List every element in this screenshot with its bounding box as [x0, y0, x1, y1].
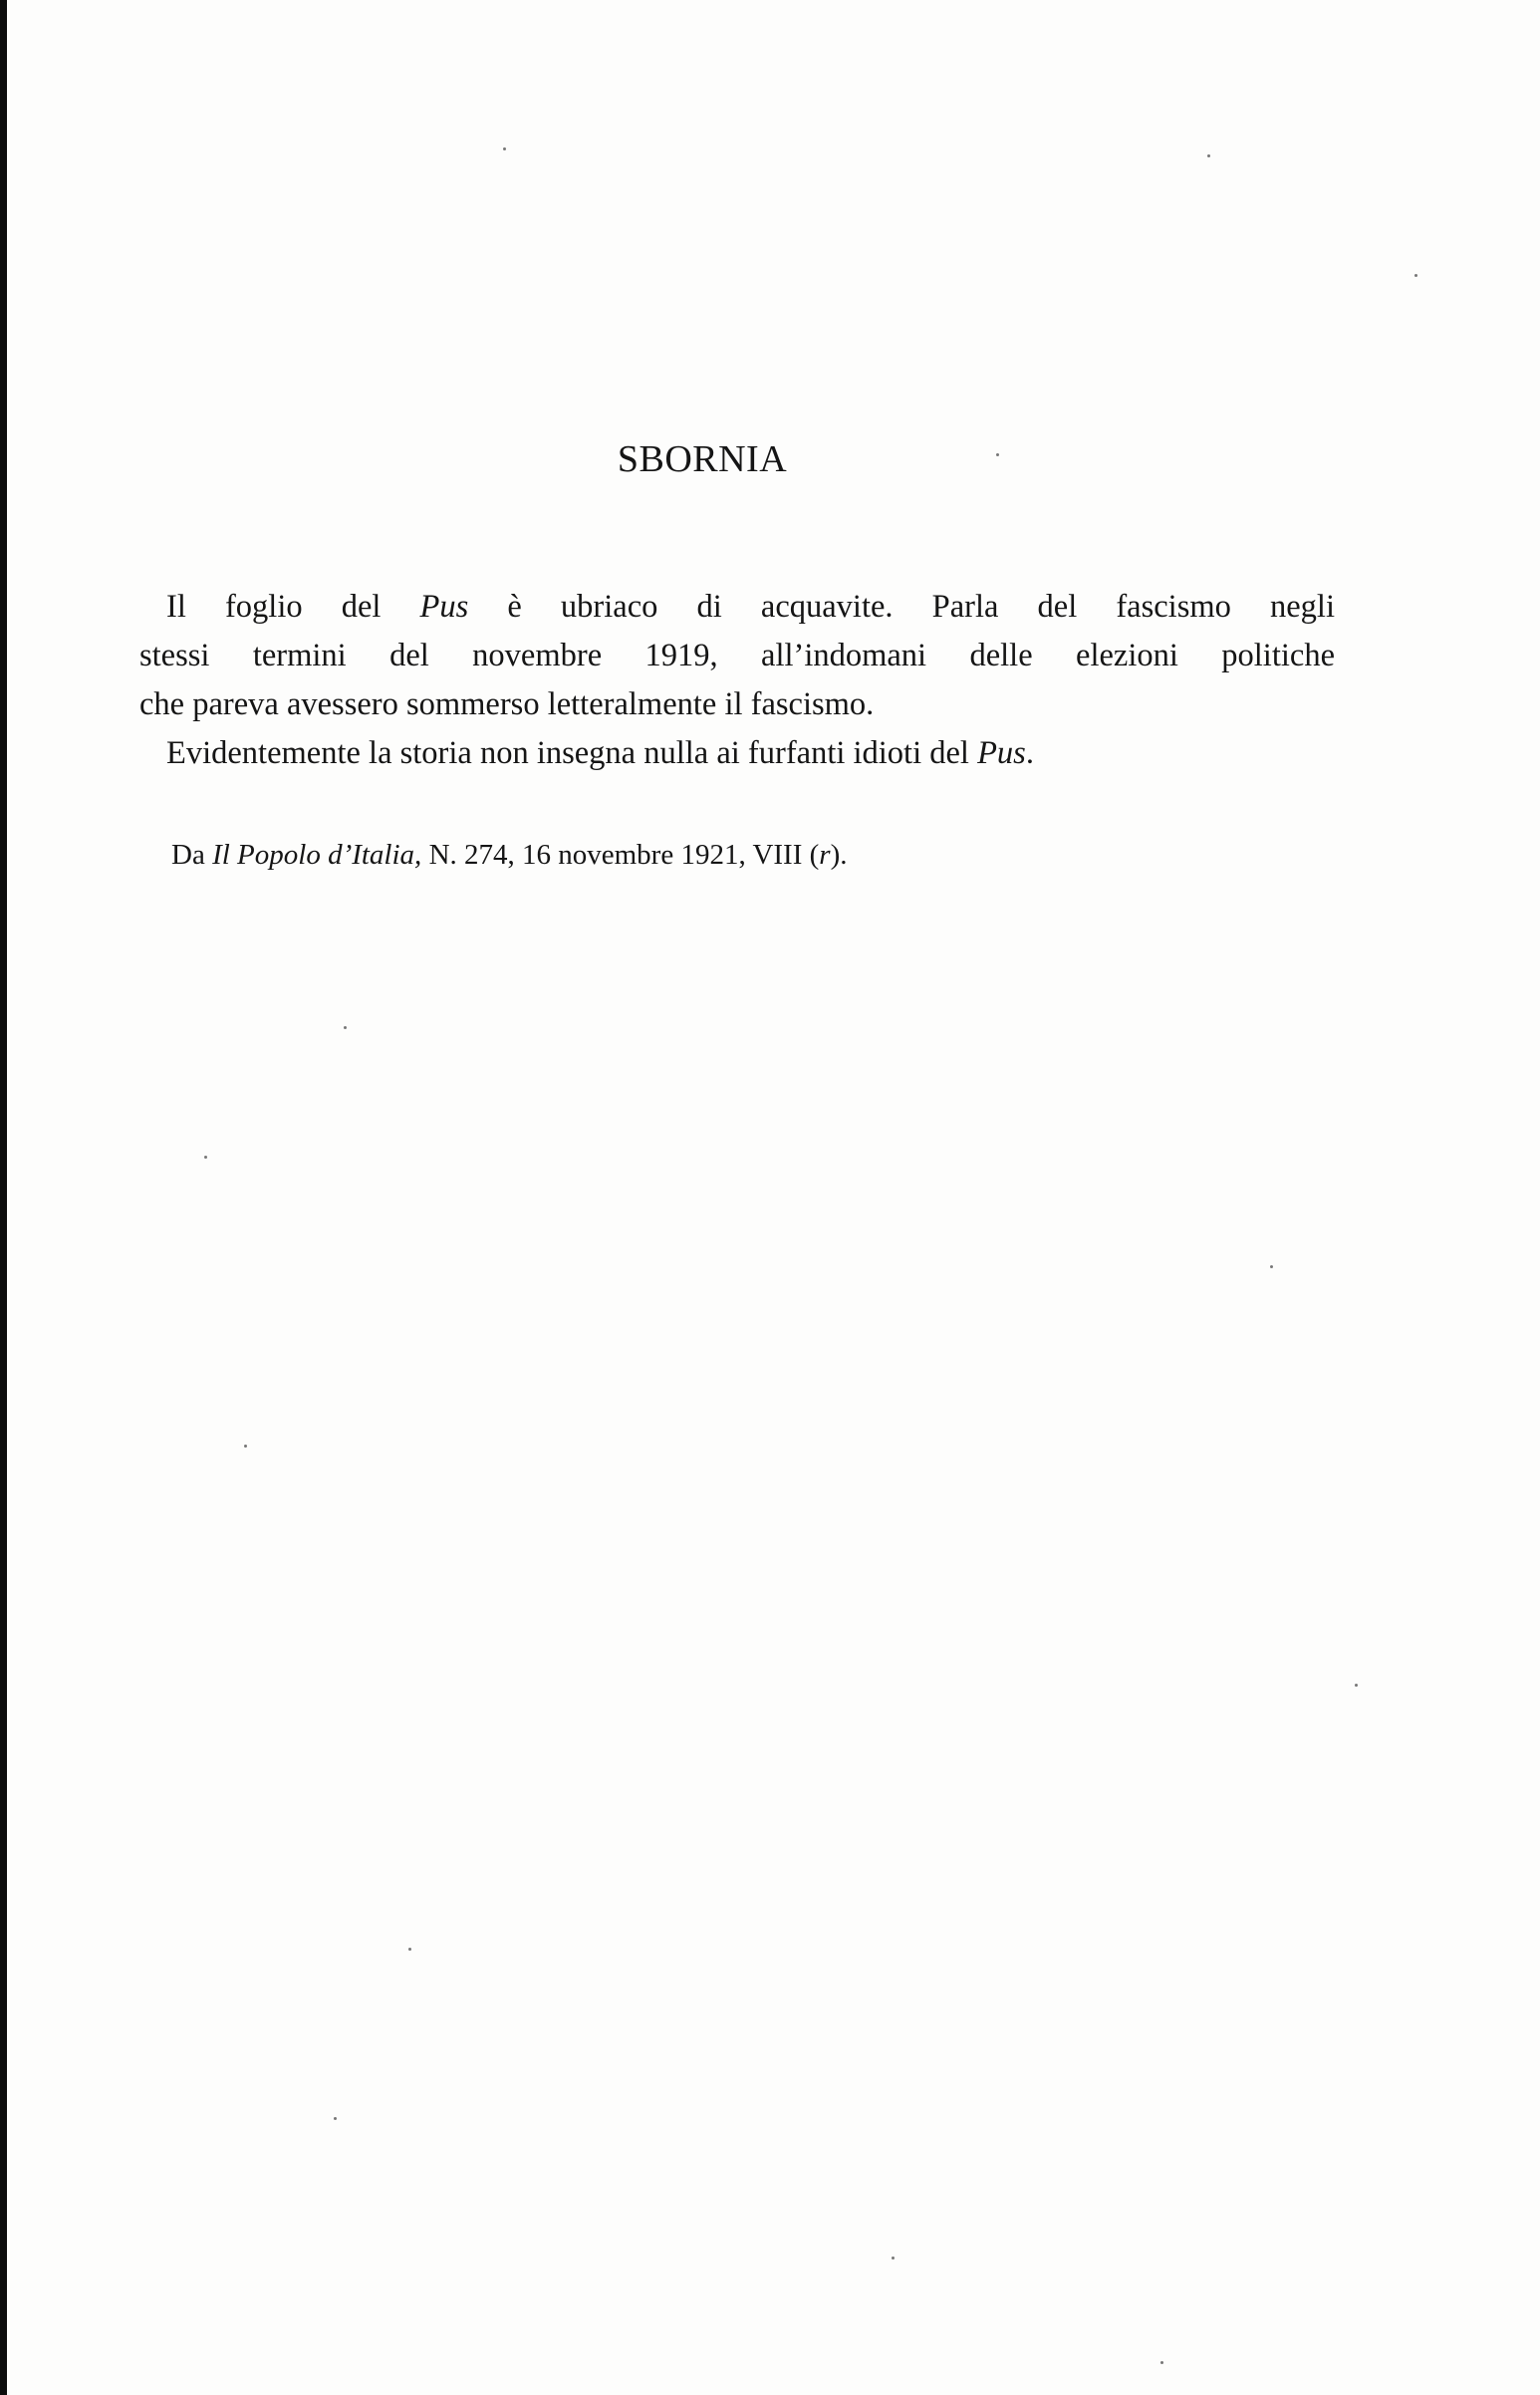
note-mark: r [819, 839, 831, 871]
body-line-2: stessi termini del novembre 1919, all’indomani delle elezioni politiche [139, 638, 1335, 673]
scan-speck [892, 2257, 895, 2260]
scan-speck [334, 2117, 337, 2120]
page-title: SBORNIA [617, 438, 788, 480]
scan-speck [1207, 154, 1210, 157]
party-abbreviation: Pus [419, 589, 469, 625]
scan-speck [1414, 274, 1417, 277]
scan-speck [408, 1948, 411, 1951]
scan-speck [344, 1026, 347, 1029]
scan-speck [204, 1156, 207, 1159]
body-line-4: Evidentemente la storia non insegna nulla ai furfanti idioti del Pus. [166, 735, 1034, 771]
scan-speck [503, 147, 506, 150]
body-paragraph [139, 583, 1335, 778]
scan-speck [1160, 2361, 1163, 2364]
source-citation: Da Il Popolo d’Italia, N. 274, 16 novembre 1921, VIII (r). [171, 839, 848, 871]
scan-speck [1355, 1684, 1358, 1687]
publication-title: Il Popolo d’Italia, [212, 839, 422, 871]
scan-speck [996, 453, 999, 456]
scan-speck [1270, 1265, 1273, 1268]
page-binding-edge [0, 0, 7, 2395]
body-line-3: che pareva avessero sommerso letteralmente il fascismo. [139, 686, 875, 722]
party-abbreviation: Pus [977, 735, 1026, 771]
body-line-1: Il foglio del Pus è ubriaco di acquavite. Parla del fascismo negli [166, 589, 1335, 625]
scan-speck [244, 1445, 247, 1448]
